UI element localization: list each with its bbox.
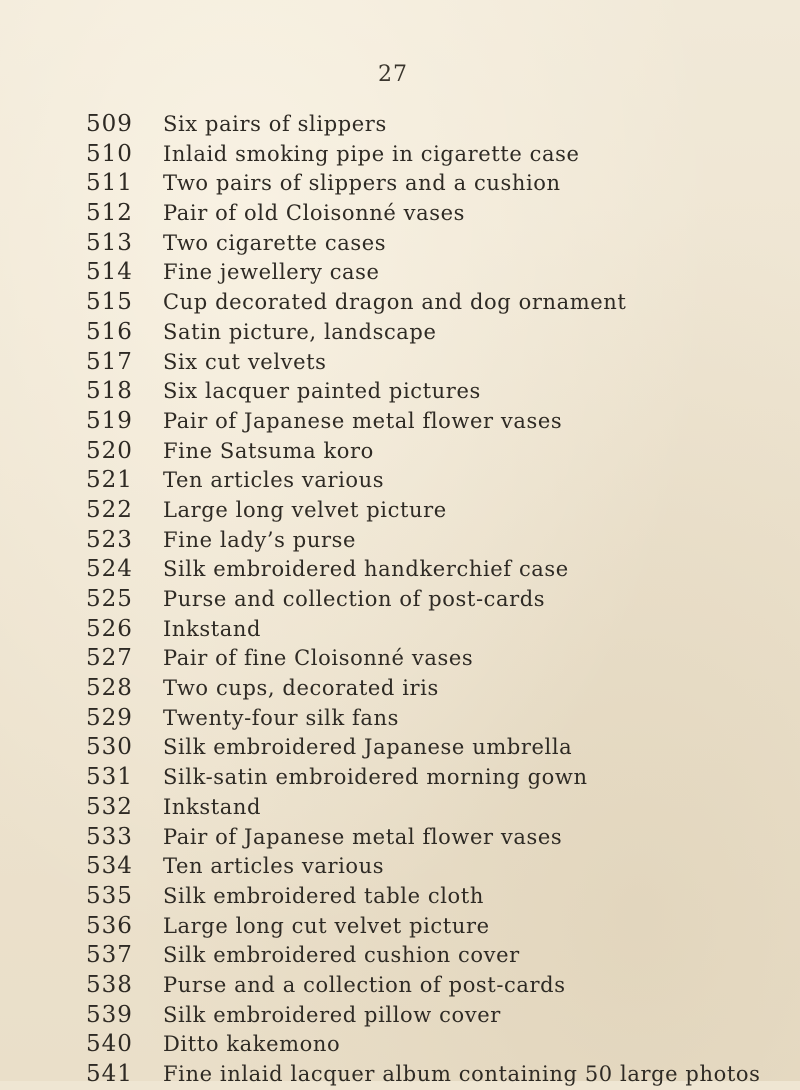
lot-number: 539 bbox=[86, 1001, 133, 1028]
lot-entry bbox=[0, 466, 800, 496]
lot-entry bbox=[0, 852, 800, 882]
lot-number: 536 bbox=[86, 912, 133, 939]
lot-entry bbox=[0, 823, 800, 853]
lot-entry bbox=[0, 288, 800, 318]
lot-entry bbox=[0, 585, 800, 615]
lot-entry bbox=[0, 437, 800, 467]
lot-entry bbox=[0, 169, 800, 199]
lot-number: 521 bbox=[86, 467, 133, 494]
lot-number: 540 bbox=[86, 1031, 133, 1058]
lot-description: Silk-satin embroidered morning gown bbox=[163, 765, 588, 790]
lot-entry bbox=[0, 793, 800, 823]
lot-description: Two cups, decorated iris bbox=[163, 676, 439, 701]
lot-number: 510 bbox=[86, 140, 133, 167]
lot-entry bbox=[0, 199, 800, 229]
lot-description: Silk embroidered cushion cover bbox=[163, 943, 520, 968]
lot-number: 513 bbox=[86, 229, 133, 256]
lot-number: 529 bbox=[86, 704, 133, 731]
lot-description: Large long cut velvet picture bbox=[163, 913, 490, 938]
lot-description: Twenty-four silk fans bbox=[163, 705, 400, 730]
page-number: 27 bbox=[378, 62, 408, 87]
lot-description: Two cigarette cases bbox=[163, 230, 387, 255]
lot-number: 523 bbox=[86, 526, 133, 553]
lot-entry bbox=[0, 941, 800, 971]
lot-description: Purse and collection of post-cards bbox=[163, 587, 546, 611]
lot-number: 527 bbox=[86, 645, 133, 672]
lot-entry bbox=[0, 229, 800, 259]
lot-description: Ten articles various bbox=[163, 468, 385, 493]
lot-number: 520 bbox=[86, 437, 133, 464]
lot-number: 518 bbox=[86, 378, 133, 405]
lot-number: 537 bbox=[86, 942, 133, 969]
lot-description: Silk embroidered handkerchief case bbox=[163, 557, 569, 582]
lot-entry bbox=[0, 882, 800, 912]
lot-number: 511 bbox=[86, 170, 133, 197]
lot-description: Satin picture, landscape bbox=[163, 319, 437, 344]
lot-description: Ditto kakemono bbox=[163, 1032, 341, 1057]
lot-description: Purse and a collection of post-cards bbox=[163, 972, 566, 997]
lot-entry bbox=[0, 526, 800, 556]
lot-entry bbox=[0, 763, 800, 793]
lot-entry bbox=[0, 555, 800, 585]
lot-number: 516 bbox=[86, 318, 133, 345]
lot-number: 532 bbox=[86, 793, 133, 820]
lot-entry bbox=[0, 318, 800, 348]
lot-number: 517 bbox=[86, 348, 133, 375]
lot-description: Silk embroidered Japanese umbrella bbox=[163, 735, 573, 760]
lot-number: 515 bbox=[86, 289, 133, 316]
lot-number: 519 bbox=[86, 407, 133, 434]
lot-entry bbox=[0, 258, 800, 288]
lot-number: 538 bbox=[86, 971, 133, 998]
lot-description: Large long velvet picture bbox=[163, 497, 447, 522]
lot-description: Pair of old Cloisonné vases bbox=[163, 201, 465, 226]
lot-entry bbox=[0, 971, 800, 1001]
lot-description: Pair of Japanese metal flower vases bbox=[163, 824, 563, 849]
lot-list bbox=[0, 110, 800, 1090]
lot-description: Fine Satsuma koro bbox=[163, 438, 374, 463]
lot-number: 522 bbox=[86, 496, 133, 523]
lot-entry bbox=[0, 140, 800, 170]
lot-description: Inkstand bbox=[163, 794, 262, 819]
lot-entry bbox=[0, 348, 800, 378]
lot-entry bbox=[0, 704, 800, 734]
lot-description: Fine lady’s purse bbox=[163, 527, 356, 552]
lot-number: 524 bbox=[86, 556, 133, 583]
lot-description: Inkstand bbox=[163, 616, 262, 641]
lot-entry bbox=[0, 110, 800, 140]
lot-number: 530 bbox=[86, 734, 133, 761]
lot-number: 541 bbox=[86, 1061, 133, 1087]
lot-description: Fine inlaid lacquer album containing 50 large photos bbox=[163, 1062, 761, 1086]
lot-entry bbox=[0, 733, 800, 763]
lot-description: Six lacquer painted pictures bbox=[163, 379, 481, 404]
lot-entry bbox=[0, 912, 800, 942]
lot-number: 531 bbox=[86, 764, 133, 791]
lot-number: 526 bbox=[86, 615, 133, 642]
lot-description: Six cut velvets bbox=[163, 349, 327, 374]
lot-number: 512 bbox=[86, 200, 133, 227]
lot-entry bbox=[0, 407, 800, 437]
lot-entry bbox=[0, 1030, 800, 1060]
lot-description: Silk embroidered table cloth bbox=[163, 883, 484, 908]
lot-entry bbox=[0, 644, 800, 674]
lot-description: Six pairs of slippers bbox=[163, 112, 387, 136]
lot-description: Cup decorated dragon and dog ornament bbox=[163, 290, 627, 315]
lot-entry bbox=[0, 1001, 800, 1031]
lot-entry bbox=[0, 674, 800, 704]
lot-description: Fine jewellery case bbox=[163, 260, 380, 285]
lot-entry bbox=[0, 496, 800, 526]
lot-number: 528 bbox=[86, 675, 133, 702]
lot-number: 535 bbox=[86, 882, 133, 909]
lot-description: Silk embroidered pillow cover bbox=[163, 1002, 501, 1027]
lot-number: 525 bbox=[86, 586, 133, 612]
lot-description: Pair of Japanese metal flower vases bbox=[163, 408, 563, 433]
lot-description: Inlaid smoking pipe in cigarette case bbox=[163, 141, 580, 166]
lot-entry bbox=[0, 615, 800, 645]
lot-number: 533 bbox=[86, 823, 133, 850]
lot-entry bbox=[0, 377, 800, 407]
lot-description: Ten articles various bbox=[163, 854, 385, 879]
lot-number: 534 bbox=[86, 853, 133, 880]
lot-description: Two pairs of slippers and a cushion bbox=[163, 171, 561, 196]
lot-number: 514 bbox=[86, 259, 133, 286]
lot-description: Pair of fine Cloisonné vases bbox=[163, 646, 474, 671]
lot-entry bbox=[0, 1060, 800, 1090]
lot-number: 509 bbox=[86, 111, 133, 137]
